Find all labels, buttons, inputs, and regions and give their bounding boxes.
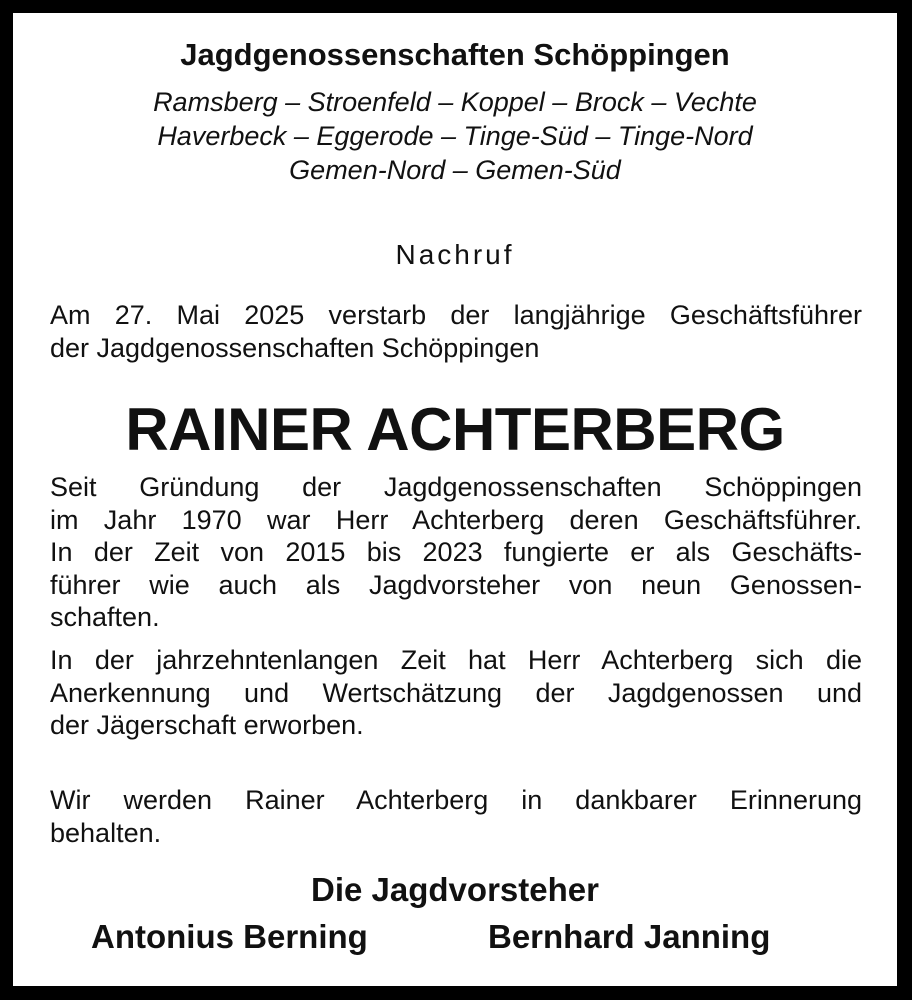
text-line: In der jahrzehntenlangen Zeit hat Herr Achterberg sich die: [50, 645, 862, 675]
text-line: Seit Gründung der Jagdgenossenschaften Schöppingen: [50, 472, 862, 502]
places-list: [13, 85, 897, 187]
places-line: Gemen-Nord – Gemen-Süd: [289, 155, 621, 185]
text-line: im Jahr 1970 war Herr Achterberg deren Geschäftsführer.: [50, 504, 862, 535]
text-line: behalten.: [50, 817, 162, 848]
text-line: schaften.: [50, 602, 160, 632]
text-line: In der Zeit von 2015 bis 2023 fungierte er als Geschäfts-: [50, 537, 862, 567]
places-line: Haverbeck – Eggerode – Tinge-Süd – Tinge-Nord: [157, 121, 753, 151]
deceased-name: RAINER ACHTERBERG: [125, 396, 785, 463]
text-line: der Jagdgenossenschaften Schöppingen: [50, 333, 540, 363]
signatory-name: Bernhard Janning: [488, 918, 771, 955]
paragraph: [50, 784, 862, 849]
heading-nachruf: Nachruf: [395, 239, 515, 270]
text-line: Wir werden Rainer Achterberg in dankbarer Erinnerung: [50, 785, 862, 815]
paragraph: [50, 644, 862, 742]
paragraph: [50, 471, 862, 634]
text-line: führer wie auch als Jagdvorsteher von neun Genossen-: [50, 569, 862, 600]
text-line: Am 27. Mai 2025 verstarb der langjährige Geschäftsführer: [50, 300, 862, 330]
obituary-notice: [13, 13, 897, 986]
places-line: Ramsberg – Stroenfeld – Koppel – Brock – Vechte: [153, 87, 757, 117]
signatory-name: Antonius Berning: [91, 918, 368, 955]
signature-heading: Die Jagdvorsteher: [311, 871, 599, 908]
text-line: Anerkennung und Wertschätzung der Jagdgenossen und: [50, 677, 862, 708]
intro-text: [50, 299, 862, 365]
organization-title: Jagdgenossenschaften Schöppingen: [180, 37, 730, 72]
text-line: der Jägerschaft erworben.: [50, 710, 364, 740]
